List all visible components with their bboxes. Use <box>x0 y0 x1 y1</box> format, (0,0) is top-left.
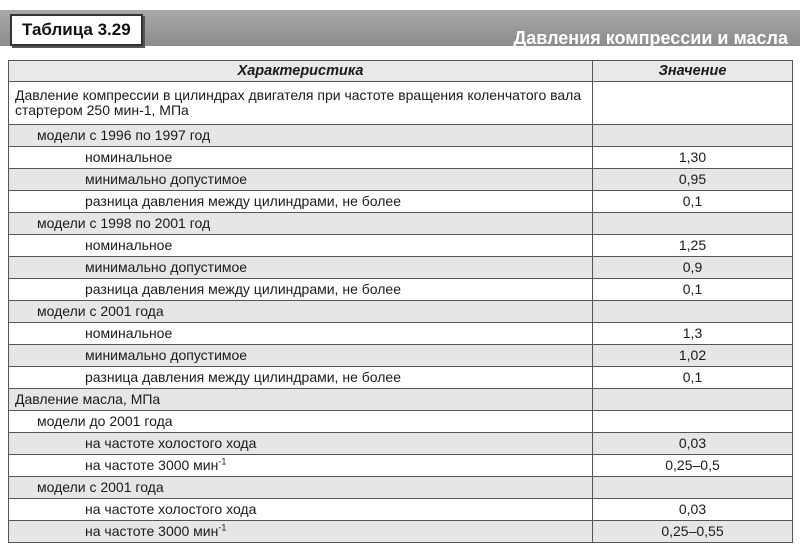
row-value: 1,30 <box>593 147 793 169</box>
row-characteristic <box>9 257 593 279</box>
row-label: номинальное <box>85 237 173 253</box>
row-value: 1,02 <box>593 345 793 367</box>
row-label: на частоте 3000 мин <box>85 523 219 539</box>
row-characteristic <box>9 82 593 125</box>
row-label: модели с 1996 по 1997 год <box>37 127 211 143</box>
row-value: 0,25–0,55 <box>593 521 793 543</box>
row-value: 1,25 <box>593 235 793 257</box>
row-characteristic <box>9 367 593 389</box>
column-header-value: Значение <box>593 61 793 82</box>
row-label: модели с 2001 года <box>37 303 164 319</box>
row-label: разница давления между цилиндрами, не более <box>85 281 401 297</box>
row-value: 0,03 <box>593 433 793 455</box>
row-value: 1,3 <box>593 323 793 345</box>
row-characteristic <box>9 499 593 521</box>
row-label: на частоте холостого хода <box>85 435 257 451</box>
row-label: на частоте 3000 мин <box>85 457 219 473</box>
row-characteristic <box>9 191 593 213</box>
row-characteristic <box>9 389 593 411</box>
table-row <box>9 301 793 323</box>
table-row <box>9 433 793 455</box>
row-value <box>593 213 793 235</box>
row-value <box>593 477 793 499</box>
column-header-characteristic: Характеристика <box>9 61 593 82</box>
row-value: 0,1 <box>593 279 793 301</box>
table-row <box>9 279 793 301</box>
table-row <box>9 191 793 213</box>
table-number-tag: Таблица 3.29 <box>10 14 143 46</box>
table-row <box>9 389 793 411</box>
row-label-superscript: -1 <box>218 522 227 533</box>
row-value: 0,9 <box>593 257 793 279</box>
table-row <box>9 257 793 279</box>
table-row <box>9 455 793 477</box>
table-row <box>9 499 793 521</box>
table-title: Давления компрессии и масла <box>513 28 788 48</box>
row-label: минимально допустимое <box>85 171 248 187</box>
row-label: модели с 2001 года <box>37 479 164 495</box>
table-row <box>9 213 793 235</box>
row-characteristic <box>9 323 593 345</box>
table-row <box>9 345 793 367</box>
table-row <box>9 169 793 191</box>
row-characteristic <box>9 169 593 191</box>
row-characteristic <box>9 521 593 543</box>
row-value: 0,95 <box>593 169 793 191</box>
row-label: Давление масла, МПа <box>15 391 161 407</box>
row-characteristic <box>9 433 593 455</box>
table-row <box>9 367 793 389</box>
row-label: номинальное <box>85 325 173 341</box>
row-characteristic <box>9 477 593 499</box>
row-label-superscript: -1 <box>218 456 227 467</box>
table-row <box>9 147 793 169</box>
row-label: минимально допустимое <box>85 259 248 275</box>
row-label: модели до 2001 года <box>37 413 173 429</box>
row-value <box>593 125 793 147</box>
row-characteristic <box>9 125 593 147</box>
row-value <box>593 301 793 323</box>
row-value: 0,1 <box>593 191 793 213</box>
row-characteristic <box>9 411 593 433</box>
row-value <box>593 411 793 433</box>
table-row <box>9 235 793 257</box>
table-row <box>9 477 793 499</box>
row-label: модели с 1998 по 2001 год <box>37 215 211 231</box>
row-characteristic <box>9 345 593 367</box>
table-head-row <box>9 61 793 82</box>
data-table <box>8 60 793 543</box>
row-characteristic <box>9 235 593 257</box>
table-row <box>9 411 793 433</box>
table-row <box>9 323 793 345</box>
row-label: Давление компрессии в цилиндрах двигателя при частоте вращения коленчатого вала стартером 250 мин-1, МПа <box>15 87 582 118</box>
row-characteristic <box>9 279 593 301</box>
row-value <box>593 82 793 125</box>
row-characteristic <box>9 147 593 169</box>
row-value: 0,03 <box>593 499 793 521</box>
row-value: 0,25–0,5 <box>593 455 793 477</box>
row-characteristic <box>9 301 593 323</box>
row-label: разница давления между цилиндрами, не более <box>85 369 401 385</box>
row-label: на частоте холостого хода <box>85 501 257 517</box>
row-label: номинальное <box>85 149 173 165</box>
row-characteristic <box>9 455 593 477</box>
table-body <box>9 82 793 543</box>
row-label: минимально допустимое <box>85 347 248 363</box>
table-row <box>9 125 793 147</box>
row-value: 0,1 <box>593 367 793 389</box>
row-label: разница давления между цилиндрами, не более <box>85 193 401 209</box>
table-row <box>9 521 793 543</box>
table-row <box>9 82 793 125</box>
row-value <box>593 389 793 411</box>
row-characteristic <box>9 213 593 235</box>
